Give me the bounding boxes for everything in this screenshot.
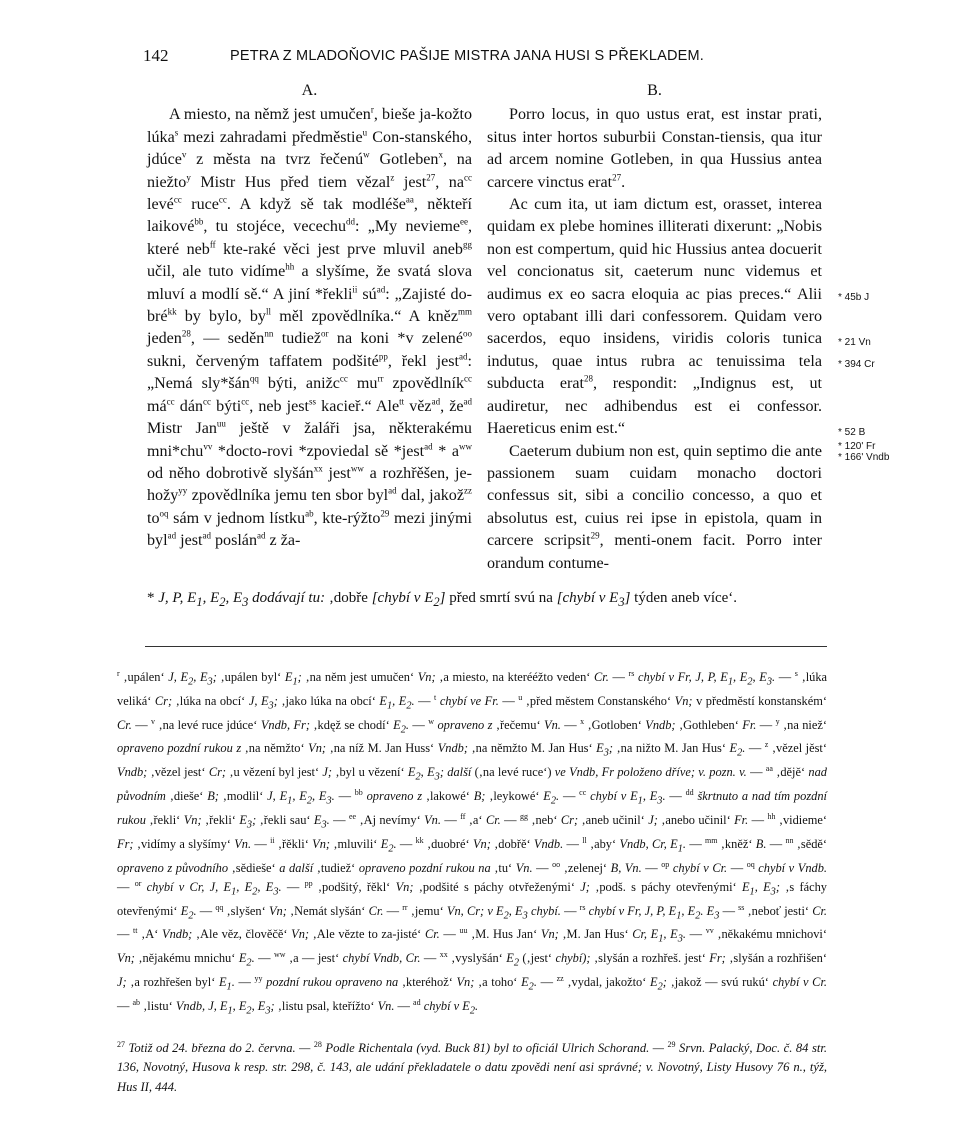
column-b-text: Porro locus, in quo ustus erat, est instar prati, situs inter hortos suburbii Constan-tiensis, qua itur ad arcem nomine Gotleben, in qua Hussius antea carcere vinctus erat$^{27}$. Ac cum ita, ut iam dictum est, orasset, interea quidam ex plebe homines illiterati dixerunt: „Nobis non est compertum, quid hic Hussius antea docuerit vel concionatus sit, caeterum nunc videmus et audimus ex eo sacra eloquia ac pias preces.“ Alii vero optabant illi dari confessorem. Quidam vero sacerdos, equo insidens, viridis coloris tunica indutus, quae intus rubra ac tenuissima tela subducta erat$^{28}$, respondit: „Indignus est, ut audiretur, nec adhibendus est ei confessor. Haereticus enim est.“ Caeterum dubium non est, quin septimo die ante passionem suam cuidam monacho doctori confessus sit, sibi a concilio concesso, a quo et absolutus est, cuius rei ipse in epistola, quam in carcere scripsit$^{29}$, menti-onem facit. Porro inter orandum contume- (487, 106, 823, 572)
footnote-divider (145, 646, 827, 647)
margin-note: * 52 B (838, 427, 866, 438)
margin-note: * 166' Vndb (838, 452, 890, 463)
column-a (147, 80, 472, 553)
critical-apparatus: $^r$ ‚upálen‘ J, $E_2$, $E_3$; ‚upálen byl‘ $E_1$; ‚na něm jest umučen‘ Vn; ‚a miesto, na kterééžto veden‘ Cr. — $^{rs}$ chybí v Fr, J, P, $E_1$, $E_2$, $E_3$. — $^s$ ‚lúka veliká‘ Cr; ‚lúka na obcí‘ J, $E_3$; ‚jako lúka na obcí‘ $E_1$, $E_2$. — $^t$ chybí ve Fr. — $^u$ ‚před městem Constanského‘ Vn; v předměstí konstanském‘ Cr. — $^v$ ‚na levé ruce jdúce‘ Vndb, Fr; ‚kdęž se chodí‘ $E_2$. — $^w$ opraveno z ‚řečemu‘ Vn. — $^x$ ‚Gotloben‘ Vndb; ‚Gothleben‘ Fr. — $^y$ ‚na niež‘ opraveno pozdní rukou z ‚na němžto‘ Vn; ‚na níž M. Jan Huss‘ Vndb; ‚na němžto M. Jan Hus‘ $E_3$; ‚na nižto M. Jan Hus‘ $E_2$. — $^z$ ‚vězel jěst‘ Vndb; ‚vězel jest‘ Cr; ‚u vězení byl jest‘ J; ‚byl u vězení‘ $E_2$, $E_3$; další (‚na levé ruce‘) ve Vndb, Fr položeno dříve; v. pozn. v. — $^{aa}$ ‚dějě‘ nad původním ‚dieše‘ B; ‚modlil‘ J, $E_1$, $E_2$, $E_3$. — $^{bb}$ opraveno z ‚lakowé‘ B; ‚leykowé‘ $E_2$. — $^{cc}$ chybí v $E_1$, $E_3$. — $^{dd}$ škrtnuto a nad tím pozdní rukou ‚řekli‘ Vn; ‚řekli‘ $E_3$; ‚řekli sau‘ $E_3$. — $^{ee}$ ‚Aj nevímy‘ Vn. — $^{ff}$ ‚a‘ Cr. — $^{gg}$ ‚neb‘ Cr; ‚aneb učinil‘ J; ‚anebo učinil‘ Fr. — $^{hh}$ ‚vidieme‘ Fr; ‚vidímy a slyšímy‘ Vn. — $^{ii}$ ‚řěkli‘ Vn; ‚mluvili‘ $E_2$. — $^{kk}$ ‚duobré‘ Vn; ‚dobřě‘ Vndb. — $^{ll}$ ‚aby‘ Vndb, Cr, $E_1$. — $^{mm}$ ‚kněž‘ B. — $^{nn}$ ‚sědě‘ opraveno z původního ‚sědieše‘ a další ‚tudiež‘ opraveno pozdní rukou na ‚tu‘ Vn. — $^{oo}$ ‚zelenej‘ B, Vn. — $^{op}$ chybí v Cr. — $^{oq}$ chybí v Vndb. — $^{or}$ chybí v Cr, J, $E_1$, $E_2$, $E_3$. — $^{pp}$ ‚podšitý, řěkl‘ Vn; ‚podšité s páchy otvřeženými‘ J; ‚podš. s páchy otevřenými‘ $E_1$, $E_3$; ‚s fáchy otevřenými‘ $E_2$. — $^{qq}$ ‚slyšen‘ Vn; ‚Nemát slyšán‘ Cr. — $^{rr}$ ‚jemu‘ Vn, Cr; v $E_2$, $E_3$ chybí. — $^{rs}$ chybí v Fr, J, P, $E_1$, $E_2$. $E_3$ — $^{ss}$ ‚neboť jesti‘ Cr. — $^{tt}$ ‚A‘ Vndb; ‚Ale věz, člověčě‘ Vn; ‚Ale vězte to za-jisté‘ Cr. — $^{uu}$ ‚M. Hus Jan‘ Vn; ‚M. Jan Hus‘ Cr, $E_1$, $E_3$. — $^{vv}$ ‚někakému mnichovi‘ Vn; ‚nějakému mnichu‘ $E_2$. — $^{ww}$ ‚a — jest‘ chybí Vndb, Cr. — $^{xx}$ ‚vyslyšán‘ $E_2$ (‚jest‘ chybí); ‚slyšán a rozhřeš. jest‘ Fr; ‚slyšán a rozhřišen‘ J; ‚a rozhřešen byl‘ $E_1$. — $^{yy}$ pozdní rukou opraveno na ‚kteréhož‘ Vn; ‚a toho‘ $E_2$. — $^{zz}$ ‚vydal, jakožto‘ $E_2$; ‚jakož — svú rukú‘ chybí v Cr. — $^{ab}$ ‚listu‘ Vndb, J, $E_1$, $E_2$, $E_3$; ‚listu psal, kteřížto‘ Vn. — $^{ad}$ chybí v $E_2$. (117, 668, 828, 1017)
column-b (487, 80, 822, 575)
column-a-text: A miesto, na němž jest umučen$^r$, bieše ja-kožto lúka$^s$ mezi zahradami předměstie$^u$ Con-stanského, jdúce$^v$ z města na tvrz řečenú$^w$ Gotleben$^x$, na niežto$^y$ Mistr Hus před tiem vězal$^z$ jest$^{27}$, $na^{cc}$ levé$^{cc}$ ruce$^{cc}$. A když sě tak modléše$^{aa}$, někteří laikové$^{bb}$, tu stojéce, vecechu$^{dd}$: „My nevieme$^{ee}$, které neb$^{ff}$ kte-raké věci jest prve mluvil aneb$^{gg}$ učil, ale tuto vidíme$^{hh}$ a slyšíme, že svatá slova mluví a modlí sě.“ A jiní *řekli$^{ii}$ $sú^{ad}$: „Zajisté do-bré$^{kk}$ by bylo, $by^{ll}$ měl zpovědlníka.“ A kněz$^{mm}$ jeden$^{28}$, — seděn$^{nn}$ tudiež$^{or}$ na koni *v zelené$^{oo}$ sukni, červeným taffatem podšité$^{pp}$, řekl jest$^{ad}$: „Nemá sly*šán$^{qq}$ býti, anižc$^{cc}$ $mu^{rr}$ zpovědlník$^{cc}$ $má^{cc}$ dán$^{cc}$ býti$^{cc}$, neb jest$^{ss}$ kacieř.“ Ale$^{tt}$ věz$^{ad}$, $že^{ad}$ Mistr Jan$^{uu}$ ještě v žaláři jsa, některakému mni*chu$^{vv}$ *docto-rovi *zpoviedal sě *jest$^{ad}$ * $a^{ww}$ od něho dobrotivě slyšán$^{xx}$ jest$^{ww}$ a rozhřěšen, je-hožy$^{yy}$ zpovědlníka jemu ten sbor byl$^{ad}$ dal, jakož$^{zz}$ $to^{oq}$ sám v jednom lístku$^{ab}$, kte-rýžto$^{29}$ mezi jinými byl$^{ad}$ jest$^{ad}$ poslán$^{ad}$ z ža- (147, 105, 473, 550)
column-a-heading: A. (301, 82, 318, 99)
running-title: PETRA Z MLADOŇOVIC PAŠIJE MISTRA JANA HUSI S PŘEKLADEM. (230, 48, 705, 64)
column-b-heading: B. (647, 82, 662, 99)
page-header (135, 46, 835, 76)
top-footnote: * J, P, $E_1$, $E_2$, $E_3$ dodávají tu: ‚dobře [chybí v $E_2$] před smrtí svú na [chybí v $E_3$] týden aneb více‘. (147, 590, 738, 609)
margin-note: * 394 Cr (838, 359, 875, 370)
margin-note: * 21 Vn (838, 337, 871, 348)
explanatory-notes: $^{27}$ Totiž od 24. března do 2. června. — $^{28}$ Podle Richentala (vyd. Buck 81) byl to oficiál Ulrich Schorand. — $^{29}$ Srvn. Palacký, Doc. č. 84 str. 136, Novotný, Husova k resp. str. 298, č. 143, ale udání překladatele o datu zpovědi není asi správné; v. Novotný, Listy Husovy 76 n., týž, Hus II, 444. (117, 1039, 827, 1094)
margin-note: * 45b J (838, 292, 870, 303)
margin-note: * 120' Fr (838, 441, 876, 452)
page-number: 142 (143, 46, 169, 65)
